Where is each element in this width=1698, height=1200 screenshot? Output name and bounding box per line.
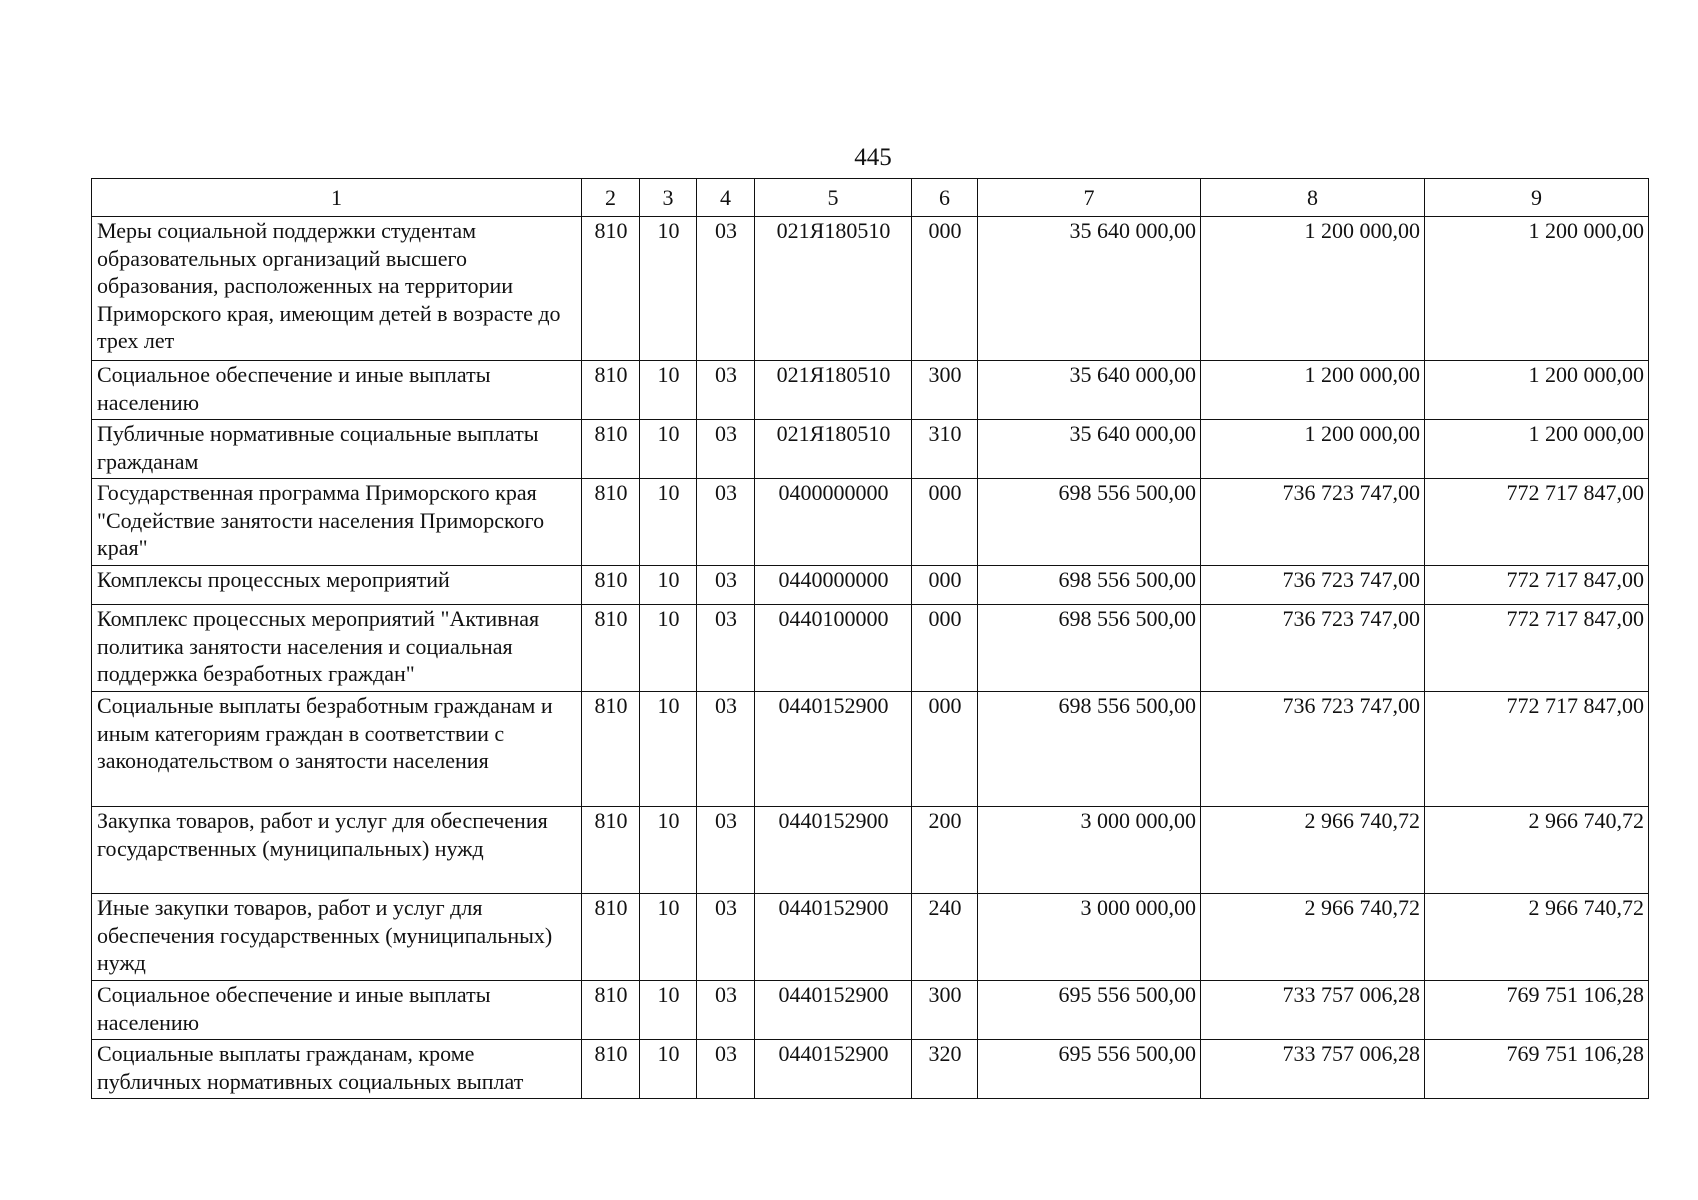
row-name: Публичные нормативные социальные выплаты гражданам bbox=[92, 420, 582, 479]
row-name: Социальные выплаты гражданам, кроме публичных нормативных социальных выплат bbox=[92, 1040, 582, 1099]
row-pr: 03 bbox=[697, 217, 755, 361]
row-vr: 320 bbox=[912, 1040, 978, 1099]
row-sum-3: 2 966 740,72 bbox=[1425, 894, 1649, 981]
row-ved: 810 bbox=[582, 420, 640, 479]
table-row bbox=[92, 1040, 1649, 1099]
row-ved: 810 bbox=[582, 479, 640, 566]
row-sum-3: 1 200 000,00 bbox=[1425, 361, 1649, 420]
row-pr: 03 bbox=[697, 361, 755, 420]
budget-table bbox=[91, 178, 1649, 1099]
row-vr: 000 bbox=[912, 479, 978, 566]
row-sum-3: 772 717 847,00 bbox=[1425, 479, 1649, 566]
row-vr: 000 bbox=[912, 605, 978, 692]
row-sum-3: 1 200 000,00 bbox=[1425, 420, 1649, 479]
row-ved: 810 bbox=[582, 981, 640, 1040]
row-csr: 0440152900 bbox=[755, 692, 912, 807]
row-name: Комплексы процессных мероприятий bbox=[92, 566, 582, 605]
row-sum-2: 2 966 740,72 bbox=[1201, 807, 1425, 894]
row-sum-1: 698 556 500,00 bbox=[978, 605, 1201, 692]
row-sum-1: 3 000 000,00 bbox=[978, 894, 1201, 981]
row-vr: 000 bbox=[912, 692, 978, 807]
row-ved: 810 bbox=[582, 1040, 640, 1099]
row-sum-2: 733 757 006,28 bbox=[1201, 981, 1425, 1040]
row-sum-1: 35 640 000,00 bbox=[978, 361, 1201, 420]
row-vr: 000 bbox=[912, 566, 978, 605]
row-csr: 021Я180510 bbox=[755, 420, 912, 479]
row-sum-2: 1 200 000,00 bbox=[1201, 217, 1425, 361]
column-header: 7 bbox=[978, 179, 1201, 217]
row-ved: 810 bbox=[582, 217, 640, 361]
row-sum-2: 1 200 000,00 bbox=[1201, 361, 1425, 420]
row-sum-3: 772 717 847,00 bbox=[1425, 566, 1649, 605]
row-rz: 10 bbox=[640, 807, 697, 894]
row-ved: 810 bbox=[582, 605, 640, 692]
row-pr: 03 bbox=[697, 894, 755, 981]
row-sum-1: 698 556 500,00 bbox=[978, 479, 1201, 566]
row-rz: 10 bbox=[640, 981, 697, 1040]
row-pr: 03 bbox=[697, 605, 755, 692]
row-pr: 03 bbox=[697, 566, 755, 605]
row-ved: 810 bbox=[582, 566, 640, 605]
row-vr: 240 bbox=[912, 894, 978, 981]
row-ved: 810 bbox=[582, 692, 640, 807]
column-header: 9 bbox=[1425, 179, 1649, 217]
row-sum-1: 698 556 500,00 bbox=[978, 566, 1201, 605]
row-pr: 03 bbox=[697, 981, 755, 1040]
table-row bbox=[92, 566, 1649, 605]
row-pr: 03 bbox=[697, 692, 755, 807]
row-csr: 0440000000 bbox=[755, 566, 912, 605]
row-vr: 200 bbox=[912, 807, 978, 894]
row-vr: 300 bbox=[912, 361, 978, 420]
row-ved: 810 bbox=[582, 361, 640, 420]
table-row bbox=[92, 692, 1649, 807]
row-sum-3: 772 717 847,00 bbox=[1425, 605, 1649, 692]
row-sum-1: 35 640 000,00 bbox=[978, 420, 1201, 479]
table-row bbox=[92, 605, 1649, 692]
row-pr: 03 bbox=[697, 479, 755, 566]
column-header: 5 bbox=[755, 179, 912, 217]
row-sum-2: 733 757 006,28 bbox=[1201, 1040, 1425, 1099]
row-sum-3: 772 717 847,00 bbox=[1425, 692, 1649, 807]
row-vr: 000 bbox=[912, 217, 978, 361]
row-name: Иные закупки товаров, работ и услуг для обеспечения государственных (муниципальных) нужд bbox=[92, 894, 582, 981]
column-header: 3 bbox=[640, 179, 697, 217]
row-pr: 03 bbox=[697, 807, 755, 894]
row-name: Закупка товаров, работ и услуг для обеспечения государственных (муниципальных) нужд bbox=[92, 807, 582, 894]
row-name: Комплекс процессных мероприятий "Активная политика занятости населения и социальная поддержка безработных граждан" bbox=[92, 605, 582, 692]
row-rz: 10 bbox=[640, 420, 697, 479]
row-sum-1: 35 640 000,00 bbox=[978, 217, 1201, 361]
row-csr: 021Я180510 bbox=[755, 361, 912, 420]
row-sum-2: 736 723 747,00 bbox=[1201, 566, 1425, 605]
row-sum-3: 769 751 106,28 bbox=[1425, 981, 1649, 1040]
row-csr: 0440100000 bbox=[755, 605, 912, 692]
column-header: 2 bbox=[582, 179, 640, 217]
table-row bbox=[92, 479, 1649, 566]
row-sum-1: 695 556 500,00 bbox=[978, 981, 1201, 1040]
row-name: Социальные выплаты безработным гражданам и иным категориям граждан в соответствии с законодательством о занятости населения bbox=[92, 692, 582, 807]
row-sum-3: 769 751 106,28 bbox=[1425, 1040, 1649, 1099]
row-ved: 810 bbox=[582, 894, 640, 981]
row-csr: 021Я180510 bbox=[755, 217, 912, 361]
row-rz: 10 bbox=[640, 692, 697, 807]
table-row bbox=[92, 981, 1649, 1040]
row-sum-1: 695 556 500,00 bbox=[978, 1040, 1201, 1099]
row-csr: 0440152900 bbox=[755, 807, 912, 894]
table-row bbox=[92, 420, 1649, 479]
row-rz: 10 bbox=[640, 605, 697, 692]
row-sum-1: 3 000 000,00 bbox=[978, 807, 1201, 894]
row-rz: 10 bbox=[640, 1040, 697, 1099]
header-row bbox=[92, 179, 1649, 217]
row-csr: 0440152900 bbox=[755, 1040, 912, 1099]
column-header: 8 bbox=[1201, 179, 1425, 217]
row-csr: 0440152900 bbox=[755, 981, 912, 1040]
row-name: Меры социальной поддержки студентам образовательных организаций высшего образования, расположенных на территории Приморского края, имеющим детей в возрасте до трех лет bbox=[92, 217, 582, 361]
column-header: 1 bbox=[92, 179, 582, 217]
row-rz: 10 bbox=[640, 361, 697, 420]
row-vr: 310 bbox=[912, 420, 978, 479]
row-sum-2: 736 723 747,00 bbox=[1201, 479, 1425, 566]
row-sum-1: 698 556 500,00 bbox=[978, 692, 1201, 807]
column-header: 4 bbox=[697, 179, 755, 217]
table-row bbox=[92, 807, 1649, 894]
row-name: Социальное обеспечение и иные выплаты населению bbox=[92, 981, 582, 1040]
row-sum-2: 736 723 747,00 bbox=[1201, 692, 1425, 807]
page-number: 445 bbox=[854, 144, 892, 171]
row-sum-2: 736 723 747,00 bbox=[1201, 605, 1425, 692]
column-header: 6 bbox=[912, 179, 978, 217]
row-sum-2: 2 966 740,72 bbox=[1201, 894, 1425, 981]
row-name: Социальное обеспечение и иные выплаты населению bbox=[92, 361, 582, 420]
table-row bbox=[92, 217, 1649, 361]
row-sum-3: 1 200 000,00 bbox=[1425, 217, 1649, 361]
row-csr: 0400000000 bbox=[755, 479, 912, 566]
row-rz: 10 bbox=[640, 566, 697, 605]
row-rz: 10 bbox=[640, 217, 697, 361]
row-sum-3: 2 966 740,72 bbox=[1425, 807, 1649, 894]
table-row bbox=[92, 361, 1649, 420]
row-pr: 03 bbox=[697, 1040, 755, 1099]
row-ved: 810 bbox=[582, 807, 640, 894]
table-row bbox=[92, 894, 1649, 981]
row-pr: 03 bbox=[697, 420, 755, 479]
row-vr: 300 bbox=[912, 981, 978, 1040]
row-sum-2: 1 200 000,00 bbox=[1201, 420, 1425, 479]
row-rz: 10 bbox=[640, 479, 697, 566]
row-name: Государственная программа Приморского края "Содействие занятости населения Приморского края" bbox=[92, 479, 582, 566]
row-rz: 10 bbox=[640, 894, 697, 981]
row-csr: 0440152900 bbox=[755, 894, 912, 981]
